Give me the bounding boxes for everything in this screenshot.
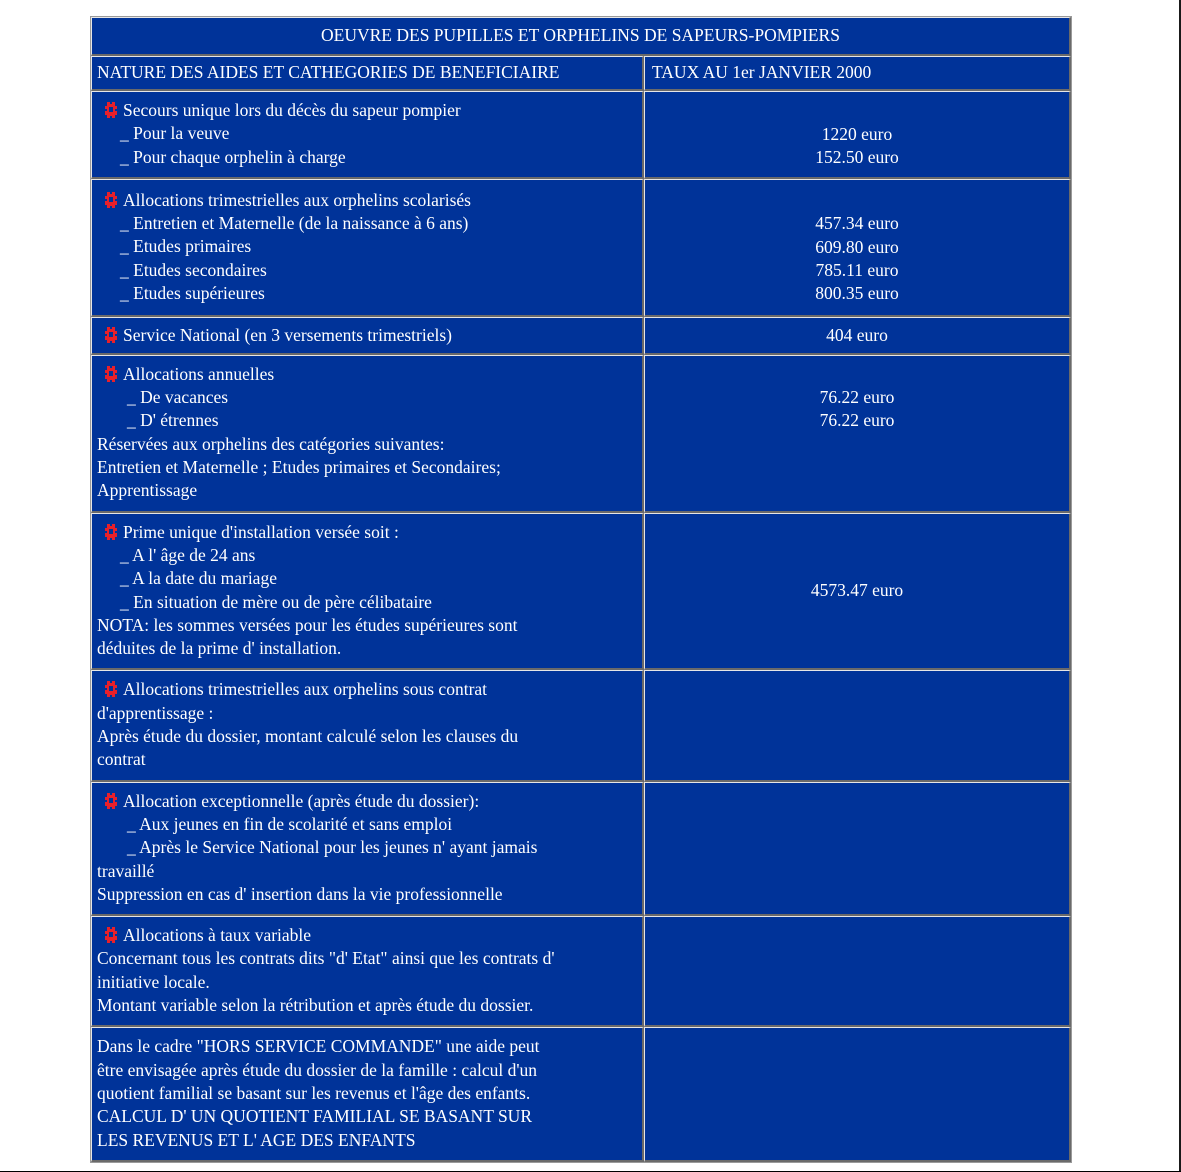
row-heading-text: Allocation exceptionnelle (après étude du dossier):: [123, 790, 480, 811]
note-text: Après étude du dossier, montant calculé selon les clauses du: [97, 726, 519, 747]
red-emblem-icon: [104, 680, 118, 698]
red-emblem-icon: [104, 326, 118, 344]
row-heading: [97, 363, 637, 386]
note-text: Apprentissage: [97, 480, 198, 501]
table-row: [91, 317, 1071, 355]
rate-cell: [644, 513, 1071, 671]
table-row: [91, 782, 1071, 916]
rate-cell: [644, 317, 1071, 355]
note-text: déduites de la prime d' installation.: [97, 638, 342, 659]
note-text: être envisagée après étude du dossier de la famille : calcul d'un: [97, 1059, 537, 1080]
rate-cell: [644, 1027, 1071, 1161]
row-heading: [97, 924, 637, 947]
rate-value: 76.22 euro: [819, 410, 895, 431]
row-heading-text: Allocations trimestrielles aux orphelins sous contrat: [123, 679, 488, 700]
note-text: Montant variable selon la rétribution et après étude du dossier.: [97, 995, 534, 1016]
nature-cell: [91, 317, 644, 355]
sub-item: _ A la date du mariage: [120, 568, 277, 589]
table-row: [91, 91, 1071, 179]
rate-value: 800.35 euro: [815, 283, 899, 304]
note-text: LES REVENUS ET L' AGE DES ENFANTS: [97, 1129, 416, 1150]
note-text: NOTA: les sommes versées pour les études supérieures sont: [97, 614, 518, 635]
nature-cell: [91, 355, 644, 513]
red-emblem-icon: [104, 191, 118, 209]
row-heading-text: Allocations trimestrielles aux orphelins scolarisés: [123, 189, 471, 210]
rate-cell: [644, 355, 1071, 513]
rate-cell: [644, 179, 1071, 317]
nature-cell: [91, 513, 644, 671]
note-text: contrat: [97, 749, 146, 770]
note-text: initiative locale.: [97, 971, 210, 992]
table-header-row: [91, 56, 1071, 91]
red-emblem-icon: [104, 523, 118, 541]
nature-cell: [91, 916, 644, 1027]
note-text: travaillé: [97, 860, 155, 881]
rate-value: 785.11 euro: [815, 259, 899, 280]
table-row: [91, 513, 1071, 671]
note-text: Dans le cadre "HORS SERVICE COMMANDE" une aide peut: [97, 1036, 540, 1057]
nature-cell: [91, 91, 644, 179]
rate-cell: [644, 670, 1071, 781]
sub-item: _ Pour chaque orphelin à charge: [120, 146, 346, 167]
table-row: [91, 916, 1071, 1027]
note-text: Réservées aux orphelins des catégories suivantes:: [97, 433, 445, 454]
red-emblem-icon: [104, 101, 118, 119]
row-heading: [97, 521, 637, 544]
sub-item: _ A l' âge de 24 ans: [120, 544, 256, 565]
header-rate: TAUX AU 1er JANVIER 2000: [644, 56, 1071, 91]
rate-value: 609.80 euro: [815, 236, 899, 257]
sub-item: _ Entretien et Maternelle (de la naissance à 6 ans): [120, 212, 469, 233]
sub-item: _ Etudes primaires: [120, 236, 252, 257]
note-text: CALCUL D' UN QUOTIENT FAMILIAL SE BASANT SUR: [97, 1106, 532, 1127]
sub-item: _ D' étrennes: [127, 410, 219, 431]
rate-value: 404 euro: [826, 324, 888, 345]
row-heading-text: Allocations annuelles: [123, 363, 275, 384]
rate-value: 152.50 euro: [815, 146, 899, 167]
row-heading-text: Prime unique d'installation versée soit :: [123, 521, 399, 542]
red-emblem-icon: [104, 792, 118, 810]
row-heading-text: Allocations à taux variable: [123, 925, 312, 946]
note-text: d'apprentissage :: [97, 702, 214, 723]
red-emblem-icon: [104, 365, 118, 383]
nature-cell: [91, 1027, 644, 1161]
rate-cell: [644, 916, 1071, 1027]
sub-item: _ Aux jeunes en fin de scolarité et sans emploi: [127, 813, 453, 834]
note-text: Suppression en cas d' insertion dans la vie professionnelle: [97, 883, 503, 904]
table-row: [91, 1027, 1071, 1161]
sub-item: _ Pour la veuve: [120, 123, 230, 144]
rate-value: 4573.47 euro: [810, 580, 904, 601]
nature-cell: [91, 670, 644, 781]
sub-item: _ En situation de mère ou de père célibataire: [120, 591, 432, 612]
rate-cell: [644, 782, 1071, 916]
table-row: [91, 355, 1071, 513]
nature-cell: [91, 782, 644, 916]
sub-item: _ Après le Service National pour les jeunes n' ayant jamais: [127, 837, 538, 858]
row-heading: [97, 790, 637, 813]
rate-value: 457.34 euro: [815, 213, 899, 234]
note-text: Entretien et Maternelle ; Etudes primaires et Secondaires;: [97, 457, 501, 478]
sub-item: _ Etudes supérieures: [120, 282, 265, 303]
note-text: Concernant tous les contrats dits "d' Etat" ainsi que les contrats d': [97, 948, 555, 969]
header-nature: NATURE DES AIDES ET CATHEGORIES DE BENEFICIAIRE: [91, 56, 644, 91]
row-heading-text: Secours unique lors du décès du sapeur pompier: [123, 100, 461, 120]
rate-cell: [644, 91, 1071, 179]
note-text: quotient familial se basant sur les revenus et l'âge des enfants.: [97, 1082, 531, 1103]
sub-item: _ Etudes secondaires: [120, 259, 267, 280]
row-heading-text: Service National (en 3 versements trimestriels): [123, 324, 452, 345]
table-row: [91, 179, 1071, 317]
nature-cell: [91, 179, 644, 317]
red-emblem-icon: [104, 926, 118, 944]
row-heading: [97, 324, 637, 347]
row-heading: [97, 99, 637, 122]
benefits-table: [90, 16, 1072, 1163]
table-title: OEUVRE DES PUPILLES ET ORPHELINS DE SAPEURS-POMPIERS: [91, 17, 1071, 56]
rate-value: 1220 euro: [821, 123, 893, 144]
row-heading: [97, 189, 637, 212]
sub-item: _ De vacances: [127, 387, 229, 408]
row-heading: [97, 678, 637, 701]
table-row: [91, 670, 1071, 781]
table-title-row: [91, 17, 1071, 56]
rate-value: 76.22 euro: [819, 386, 895, 407]
